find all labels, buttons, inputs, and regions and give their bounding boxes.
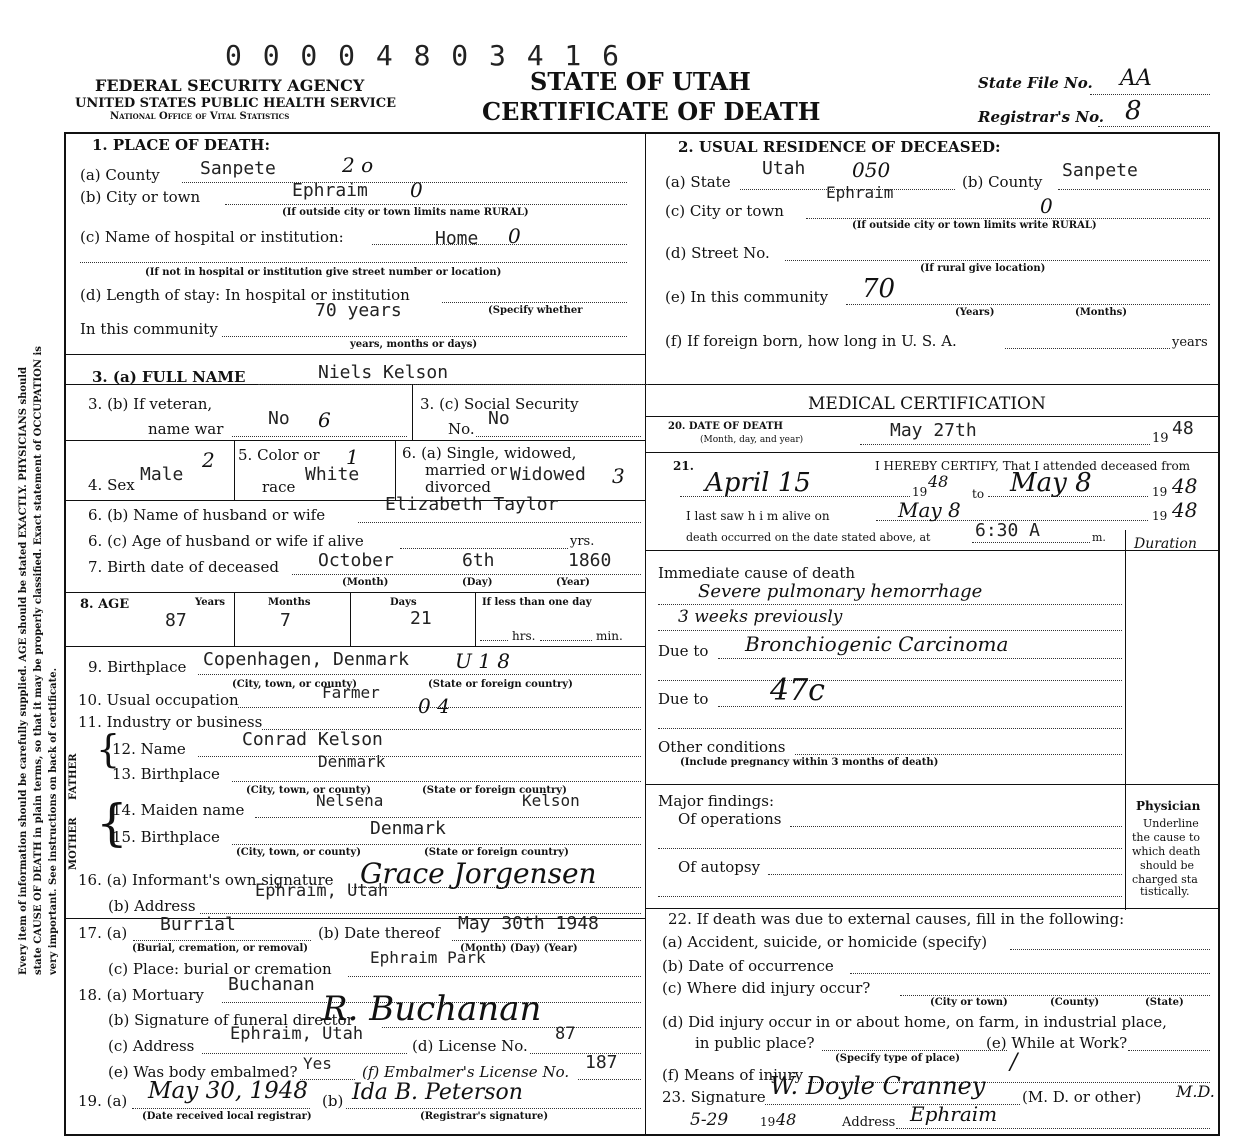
father-birth-label: 13. Birthplace	[112, 765, 220, 783]
res-street-label: (d) Street No.	[665, 244, 770, 262]
veteran-code: 6	[318, 408, 331, 432]
res-city-note: (If outside city or town limits write RURAL)	[852, 220, 1097, 231]
cert-num: 21.	[673, 459, 694, 473]
full-name-label: 3. (a) FULL NAME	[92, 368, 246, 386]
external-c-city-note: (City or town)	[930, 997, 1008, 1008]
last-saw-year: 48	[1172, 498, 1198, 522]
spouse-value: Elizabeth Taylor	[385, 494, 559, 515]
informant-address-label: (b) Address	[108, 897, 196, 915]
cert-from-value: April 15	[705, 468, 811, 498]
last-saw-value: May 8	[898, 498, 961, 522]
injury-mark: /	[1010, 1050, 1018, 1075]
hospital-code: 0	[508, 224, 521, 248]
death-year: 48	[1172, 418, 1194, 439]
occurred-value: 6:30 A	[975, 520, 1041, 541]
physician-head: Physician	[1136, 799, 1201, 813]
last-saw-label: I last saw h i m alive on	[686, 509, 830, 523]
res-county-label: (b) County	[962, 173, 1043, 191]
age-years-head: Years	[195, 597, 226, 608]
external-c-state-note: (State)	[1145, 997, 1184, 1008]
res-months-label: (Months)	[1075, 307, 1127, 318]
age-months: 7	[280, 610, 291, 631]
color-label-2: race	[262, 478, 296, 496]
mortuary-value: Buchanan	[228, 974, 315, 995]
informant-signature: Grace Jorgensen	[360, 857, 597, 890]
due2-label: Due to	[658, 690, 709, 708]
community-label: In this community	[80, 320, 218, 338]
city-note: (If outside city or town limits name RURAL)	[282, 207, 529, 218]
registrar-no-label: Registrar's No.	[978, 108, 1105, 126]
county-code: 2 o	[342, 153, 374, 177]
veteran-label-2: name war	[148, 420, 224, 438]
marital-label-1: 6. (a) Single, widowed,	[402, 444, 577, 462]
hospital-label: (c) Name of hospital or institution:	[80, 228, 344, 246]
hospital-note: (If not in hospital or institution give street number or location)	[145, 267, 502, 278]
margin-instruction-2: state CAUSE OF DEATH in plain terms, so that it may be properly classified. Exact statement of OCCUPATION is	[33, 346, 44, 975]
signature-address-label: Address	[842, 1115, 896, 1130]
embalmed-value: Yes	[303, 1054, 332, 1073]
cert-to-year-prefix: 19	[1152, 485, 1168, 499]
occurred-label: death occurred on the date stated above, at	[686, 531, 931, 544]
physician-note-3: which death	[1132, 845, 1201, 858]
res-years-label: (Years)	[955, 307, 995, 318]
birth-year: 1860	[568, 550, 612, 571]
mother-state-note: (State or foreign country)	[424, 847, 569, 858]
mother-brace: {	[96, 794, 128, 852]
res-state-label: (a) State	[665, 173, 731, 191]
major-findings-label: Major findings:	[658, 792, 775, 810]
director-label: (b) Signature of funeral director	[108, 1011, 354, 1029]
res-community-label: (e) In this community	[665, 288, 829, 306]
death-date-label-1: 20. DATE OF DEATH	[668, 421, 783, 432]
sex-label: 4. Sex	[88, 476, 135, 494]
physician-note-1: Underline	[1143, 817, 1199, 830]
immediate-cause-value-1: Severe pulmonary hemorrhage	[698, 581, 983, 602]
license-value: 87	[555, 1024, 576, 1044]
res-state-code: 050	[852, 158, 891, 182]
physician-note-4: should be	[1140, 859, 1195, 872]
city-label: (b) City or town	[80, 188, 201, 206]
certificate-title: CERTIFICATE OF DEATH	[482, 97, 821, 126]
immediate-cause-label: Immediate cause of death	[658, 564, 856, 582]
cert-to-year: 48	[1172, 474, 1198, 498]
occupation-label: 10. Usual occupation	[78, 691, 239, 709]
received-note: (Date received local registrar)	[142, 1111, 312, 1122]
mortuary-address-value: Ephraim, Utah	[230, 1024, 364, 1044]
father-state-note: (State or foreign country)	[422, 785, 567, 796]
cert-to-value: May 8	[1010, 468, 1092, 498]
death-date-value: May 27th	[890, 420, 977, 441]
mortuary-label: 18. (a) Mortuary	[78, 986, 204, 1004]
mother-maiden-last: Kelson	[522, 791, 580, 810]
age-less-day-head: If less than one day	[482, 597, 592, 608]
residence-heading: 2. USUAL RESIDENCE OF DECEASED:	[678, 138, 1001, 156]
birth-month-label: (Month)	[342, 577, 389, 588]
cert-to-label: to	[972, 487, 985, 501]
due1-value: Bronchiogenic Carcinoma	[745, 632, 1009, 656]
birthplace-value: Copenhagen, Denmark	[203, 649, 409, 670]
age-min-label: min.	[596, 629, 623, 643]
spouse-age-label: 6. (c) Age of husband or wife if alive	[88, 532, 364, 550]
age-months-head: Months	[268, 597, 311, 608]
external-e-label: (e) While at Work?	[986, 1034, 1128, 1052]
physician-note-6: tistically.	[1140, 885, 1190, 898]
age-years: 87	[165, 610, 187, 631]
marital-label-3: divorced	[425, 478, 491, 496]
state-file-label: State File No.	[978, 74, 1093, 92]
res-city-code: 0	[1040, 194, 1053, 218]
embalmer-label: (f) Embalmer's License No.	[362, 1063, 570, 1081]
embalmer-value: 187	[585, 1052, 618, 1073]
autopsy-label: Of autopsy	[678, 858, 761, 876]
license-label: (d) License No.	[412, 1037, 528, 1055]
agency-name: FEDERAL SECURITY AGENCY	[95, 76, 365, 95]
state-file-value: AA	[1120, 66, 1152, 91]
city-code: 0	[410, 178, 423, 202]
birth-month: October	[318, 550, 394, 571]
burial-place-value: Ephraim Park	[370, 948, 486, 967]
mortuary-address-label: (c) Address	[108, 1037, 195, 1055]
registrar-signature: Ida B. Peterson	[352, 1080, 523, 1105]
cert-from-year: 48	[928, 472, 949, 491]
occurred-suffix: m.	[1092, 531, 1106, 544]
father-birth-value: Denmark	[318, 752, 386, 771]
age-label: 8. AGE	[80, 597, 130, 612]
marital-label-2: married or	[425, 461, 507, 479]
due1-label: Due to	[658, 642, 709, 660]
res-city-value: Ephraim	[826, 183, 894, 202]
birth-year-label: (Year)	[556, 577, 590, 588]
mother-birth-label: 15. Birthplace	[112, 828, 220, 846]
signature-suffix: (M. D. or other)	[1022, 1088, 1142, 1106]
due2-value: 47c	[770, 673, 825, 708]
marital-code: 3	[612, 464, 625, 488]
spouse-label: 6. (b) Name of husband or wife	[88, 506, 326, 524]
stay-note: (Specify whether	[488, 305, 583, 316]
res-state-value: Utah	[762, 158, 806, 179]
full-name-value: Niels Kelson	[318, 362, 449, 383]
res-county-value: Sanpete	[1062, 160, 1138, 181]
marital-value: Widowed	[510, 464, 586, 485]
agency-office: National Office of Vital Statistics	[110, 111, 290, 122]
stay-label: (d) Length of stay: In hospital or institution	[80, 286, 410, 304]
registrar-no-value: 8	[1125, 96, 1142, 126]
physician-note-2: the cause to	[1132, 831, 1201, 844]
embalmed-label: (e) Was body embalmed?	[108, 1063, 298, 1081]
external-c-label: (c) Where did injury occur?	[662, 979, 871, 997]
res-city-label: (c) City or town	[665, 202, 784, 220]
external-heading: 22. If death was due to external causes, fill in the following:	[668, 910, 1125, 928]
birth-day-label: (Day)	[462, 577, 493, 588]
mother-city-note: (City, town, or county)	[236, 847, 361, 858]
color-label-1: 5. Color or	[238, 446, 320, 464]
registrar-label: (b)	[322, 1092, 344, 1110]
margin-instruction-1: Every item of information should be carefully supplied. AGE should be stated EXACTLY. PHYSICIANS should	[18, 366, 29, 975]
medical-heading: MEDICAL CERTIFICATION	[808, 394, 1046, 414]
external-d-note: (Specify type of place)	[835, 1053, 960, 1064]
burial-date-value: May 30th 1948	[458, 913, 599, 934]
signature-year: 48	[776, 1110, 797, 1129]
registrar-note: (Registrar's signature)	[420, 1111, 549, 1122]
res-community-value: 70	[862, 274, 896, 304]
external-c-county-note: (County)	[1050, 997, 1100, 1008]
state-title: STATE OF UTAH	[530, 67, 751, 96]
birthplace-label: 9. Birthplace	[88, 658, 187, 676]
burial-label: 17. (a)	[78, 924, 128, 942]
age-days: 21	[410, 608, 432, 629]
hospital-value: Home	[435, 228, 479, 249]
other-conditions-label: Other conditions	[658, 738, 786, 756]
place-death-heading: 1. PLACE OF DEATH:	[92, 136, 271, 154]
sex-code: 2	[202, 448, 215, 472]
birthplace-code: U 1 8	[455, 649, 511, 673]
mother-maiden-first: Nelsena	[316, 791, 384, 810]
external-d-label-1: (d) Did injury occur in or about home, on farm, in industrial place,	[662, 1013, 1167, 1031]
ss-value: No	[488, 408, 510, 429]
physician-signature: W. Doyle Cranney	[770, 1072, 986, 1100]
birthplace-state-note: (State or foreign country)	[428, 679, 573, 690]
mother-birth-value: Denmark	[370, 818, 446, 839]
color-value: White	[305, 464, 360, 485]
signature-title: M.D.	[1176, 1082, 1215, 1101]
cert-text: I HEREBY CERTIFY, That I attended deceased from	[875, 459, 1191, 473]
father-brace: {	[96, 727, 121, 771]
signature-year-prefix: 19	[760, 1115, 776, 1129]
county-value: Sanpete	[200, 158, 276, 179]
ss-label-1: 3. (c) Social Security	[420, 395, 579, 413]
margin-instruction-3: very important. See instructions on back of certificate.	[48, 667, 59, 975]
received-label: 19. (a)	[78, 1092, 128, 1110]
burial-value: Burrial	[160, 914, 236, 935]
mother-maiden-label: 14. Maiden name	[112, 801, 245, 819]
director-signature: R. Buchanan	[322, 989, 542, 1029]
industry-label: 11. Industry or business	[78, 713, 263, 731]
last-saw-year-prefix: 19	[1152, 509, 1168, 523]
stay-value: 70 years	[315, 300, 402, 321]
community-note: years, months or days)	[350, 339, 478, 350]
sex-value: Male	[140, 464, 184, 485]
received-value: May 30, 1948	[148, 1078, 308, 1104]
death-date-label-2: (Month, day, and year)	[700, 435, 804, 445]
cert-from-year-prefix: 19	[912, 485, 928, 499]
death-year-prefix: 19	[1152, 431, 1169, 446]
age-hrs-label: hrs.	[512, 629, 536, 643]
res-street-note: (If rural give location)	[920, 263, 1046, 274]
father-name-value: Conrad Kelson	[242, 729, 383, 750]
birth-date-label: 7. Birth date of deceased	[88, 558, 279, 576]
father-city-note: (City, town, or county)	[246, 785, 371, 796]
burial-place-label: (c) Place: burial or cremation	[108, 960, 332, 978]
external-a-label: (a) Accident, suicide, or homicide (specify)	[662, 933, 988, 951]
age-days-head: Days	[390, 597, 417, 608]
spouse-age-yrs: yrs.	[570, 534, 595, 549]
burial-note: (Burial, cremation, or removal)	[132, 943, 308, 954]
informant-address-value: Ephraim, Utah	[255, 881, 389, 901]
occupation-value: Farmer	[322, 683, 380, 702]
serial-number: 0 0 0 0 4 8 0 3 4 1 6	[225, 39, 622, 72]
signature-date: 5-29	[690, 1110, 729, 1130]
burial-date-note: (Month) (Day) (Year)	[460, 943, 578, 954]
res-foreign-label: (f) If foreign born, how long in U. S. A.	[665, 332, 957, 350]
operations-label: Of operations	[678, 810, 782, 828]
other-conditions-note: (Include pregnancy within 3 months of death)	[680, 757, 939, 768]
birth-day: 6th	[462, 550, 495, 571]
occupation-code: 0 4	[418, 694, 450, 718]
external-f-label: (f) Means of injury	[662, 1066, 804, 1084]
mother-side-label: MOTHER	[68, 817, 79, 870]
veteran-label-1: 3. (b) If veteran,	[88, 395, 213, 413]
ss-label-2: No.	[448, 420, 475, 438]
immediate-cause-value-2: 3 weeks previously	[678, 607, 843, 627]
father-side-label: FATHER	[68, 753, 79, 800]
res-foreign-years: years	[1172, 335, 1208, 350]
color-code: 1	[346, 445, 359, 469]
father-name-label: 12. Name	[112, 740, 186, 758]
physician-note-5: charged sta	[1132, 873, 1198, 886]
county-label: (a) County	[80, 166, 160, 184]
duration-head: Duration	[1134, 536, 1197, 552]
informant-sig-label: 16. (a) Informant's own signature	[78, 871, 334, 889]
birthplace-city-note: (City, town, or county)	[232, 679, 357, 690]
external-b-label: (b) Date of occurrence	[662, 957, 834, 975]
burial-date-label: (b) Date thereof	[318, 924, 440, 942]
signature-label: 23. Signature	[662, 1088, 766, 1106]
veteran-value: No	[268, 408, 290, 429]
signature-address-value: Ephraim	[910, 1102, 998, 1126]
agency-service: UNITED STATES PUBLIC HEALTH SERVICE	[75, 96, 397, 111]
city-value: Ephraim	[292, 180, 368, 201]
external-d-label-2: in public place?	[695, 1034, 815, 1052]
